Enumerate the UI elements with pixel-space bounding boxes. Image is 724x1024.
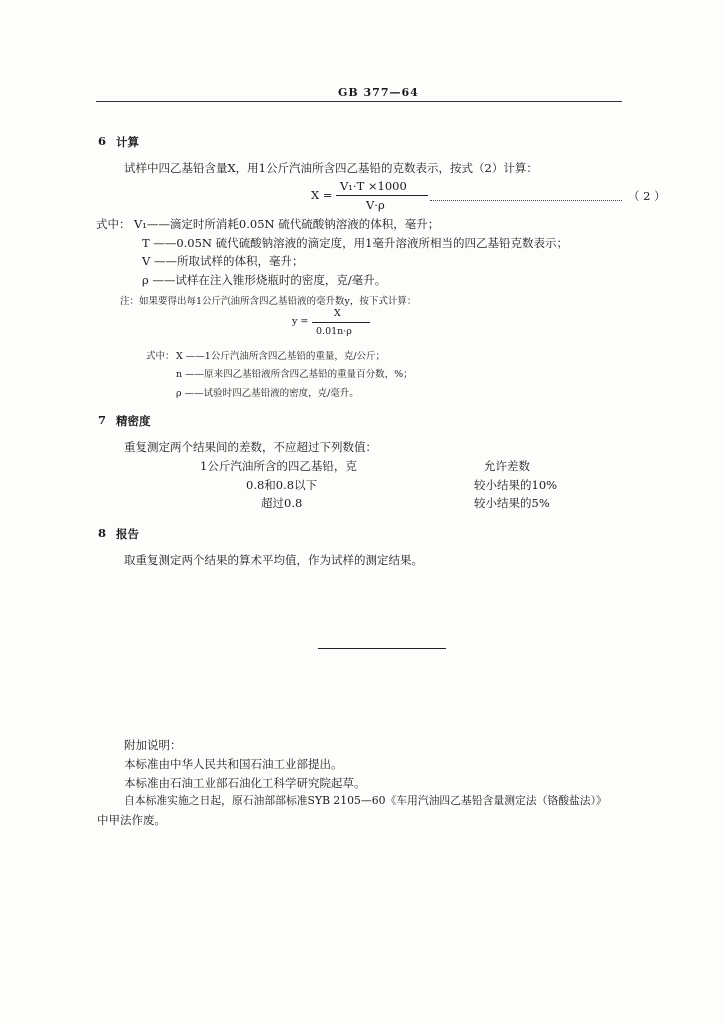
table-row-2-content: 超过0.8 (261, 496, 303, 510)
formula-tag: （ 2 ） (628, 189, 666, 203)
definition-rho: ρ ——试样在注入锥形烧瓶时的密度，克/毫升。 (142, 273, 387, 287)
note-fraction-bar (312, 322, 370, 323)
section-7-title: 精密度 (116, 414, 151, 428)
section-8-text: 取重复测定两个结果的算术平均值，作为试样的测定结果。 (124, 553, 423, 567)
definition-v1: V₁——滴定时所消耗0.05N 硫代硫酸钠溶液的体积，毫升； (134, 217, 440, 231)
table-row-2-tolerance: 较小结果的5% (474, 496, 550, 510)
note-definition-x: X ——1公斤汽油所含四乙基铅的重量，克/公斤； (176, 351, 386, 362)
formula-denominator: V·ρ (366, 198, 385, 212)
section-6-intro: 试样中四乙基铅含量X，用1公斤汽油所含四乙基铅的克数表示，按式（2）计算： (124, 161, 538, 175)
appendix-line-1: 本标准由中华人民共和国石油工业部提出。 (124, 757, 343, 771)
note-definition-rho: ρ ——试验时四乙基铅液的密度，克/毫升。 (176, 388, 359, 399)
formula-lhs: X = (311, 188, 333, 202)
table-row-1-tolerance: 较小结果的10% (474, 478, 558, 492)
note-definition-n: n ——原来四乙基铅液所含四乙基铅的重量百分数，%； (176, 369, 413, 380)
note-formula-lhs: y = (292, 316, 309, 327)
appendix-line-4: 中甲法作废。 (97, 813, 166, 827)
section-8-title: 报告 (116, 527, 139, 541)
standard-code: GB 377—64 (338, 86, 419, 99)
note-formula-numerator: X (334, 308, 341, 319)
formula-numerator: V₁·T ×1000 (340, 179, 407, 193)
note-formula-denominator: 0.01n·ρ (316, 326, 352, 337)
where-label: 式中： (96, 217, 131, 231)
section-7-number: 7 (98, 413, 107, 427)
appendix-line-2: 本标准由石油工业部石油化工科学研究院起草。 (124, 776, 366, 790)
end-separator (318, 648, 446, 649)
table-row-1-content: 0.8和0.8以下 (246, 478, 318, 492)
formula-leader-dots (430, 200, 622, 201)
appendix-title: 附加说明： (124, 738, 182, 752)
note-where-label: 式中： (146, 351, 175, 362)
section-6-title: 计算 (116, 135, 139, 149)
header-rule (96, 101, 622, 102)
formula-fraction-bar (336, 195, 428, 196)
table-header-tolerance: 允许差数 (484, 459, 530, 473)
section-8-number: 8 (98, 526, 107, 540)
note-text: 注：如果要得出每1公斤汽油所含四乙基铅液的毫升数y，按下式计算： (120, 296, 417, 307)
section-7-intro: 重复测定两个结果间的差数，不应超过下列数值： (124, 440, 377, 454)
table-header-content: 1公斤汽油所含的四乙基铅，克 (200, 459, 357, 473)
section-6-number: 6 (98, 134, 107, 148)
appendix-line-3: 自本标准实施之日起，原石油部部标准SYB 2105—60《车用汽油四乙基铅含量测定法（铬酸盐法）》 (124, 794, 607, 807)
definition-v: V ——所取试样的体积，毫升； (142, 254, 304, 268)
definition-t: T ——0.05N 硫代硫酸钠溶液的滴定度，用1毫升溶液所相当的四乙基铅克数表示； (142, 236, 568, 250)
